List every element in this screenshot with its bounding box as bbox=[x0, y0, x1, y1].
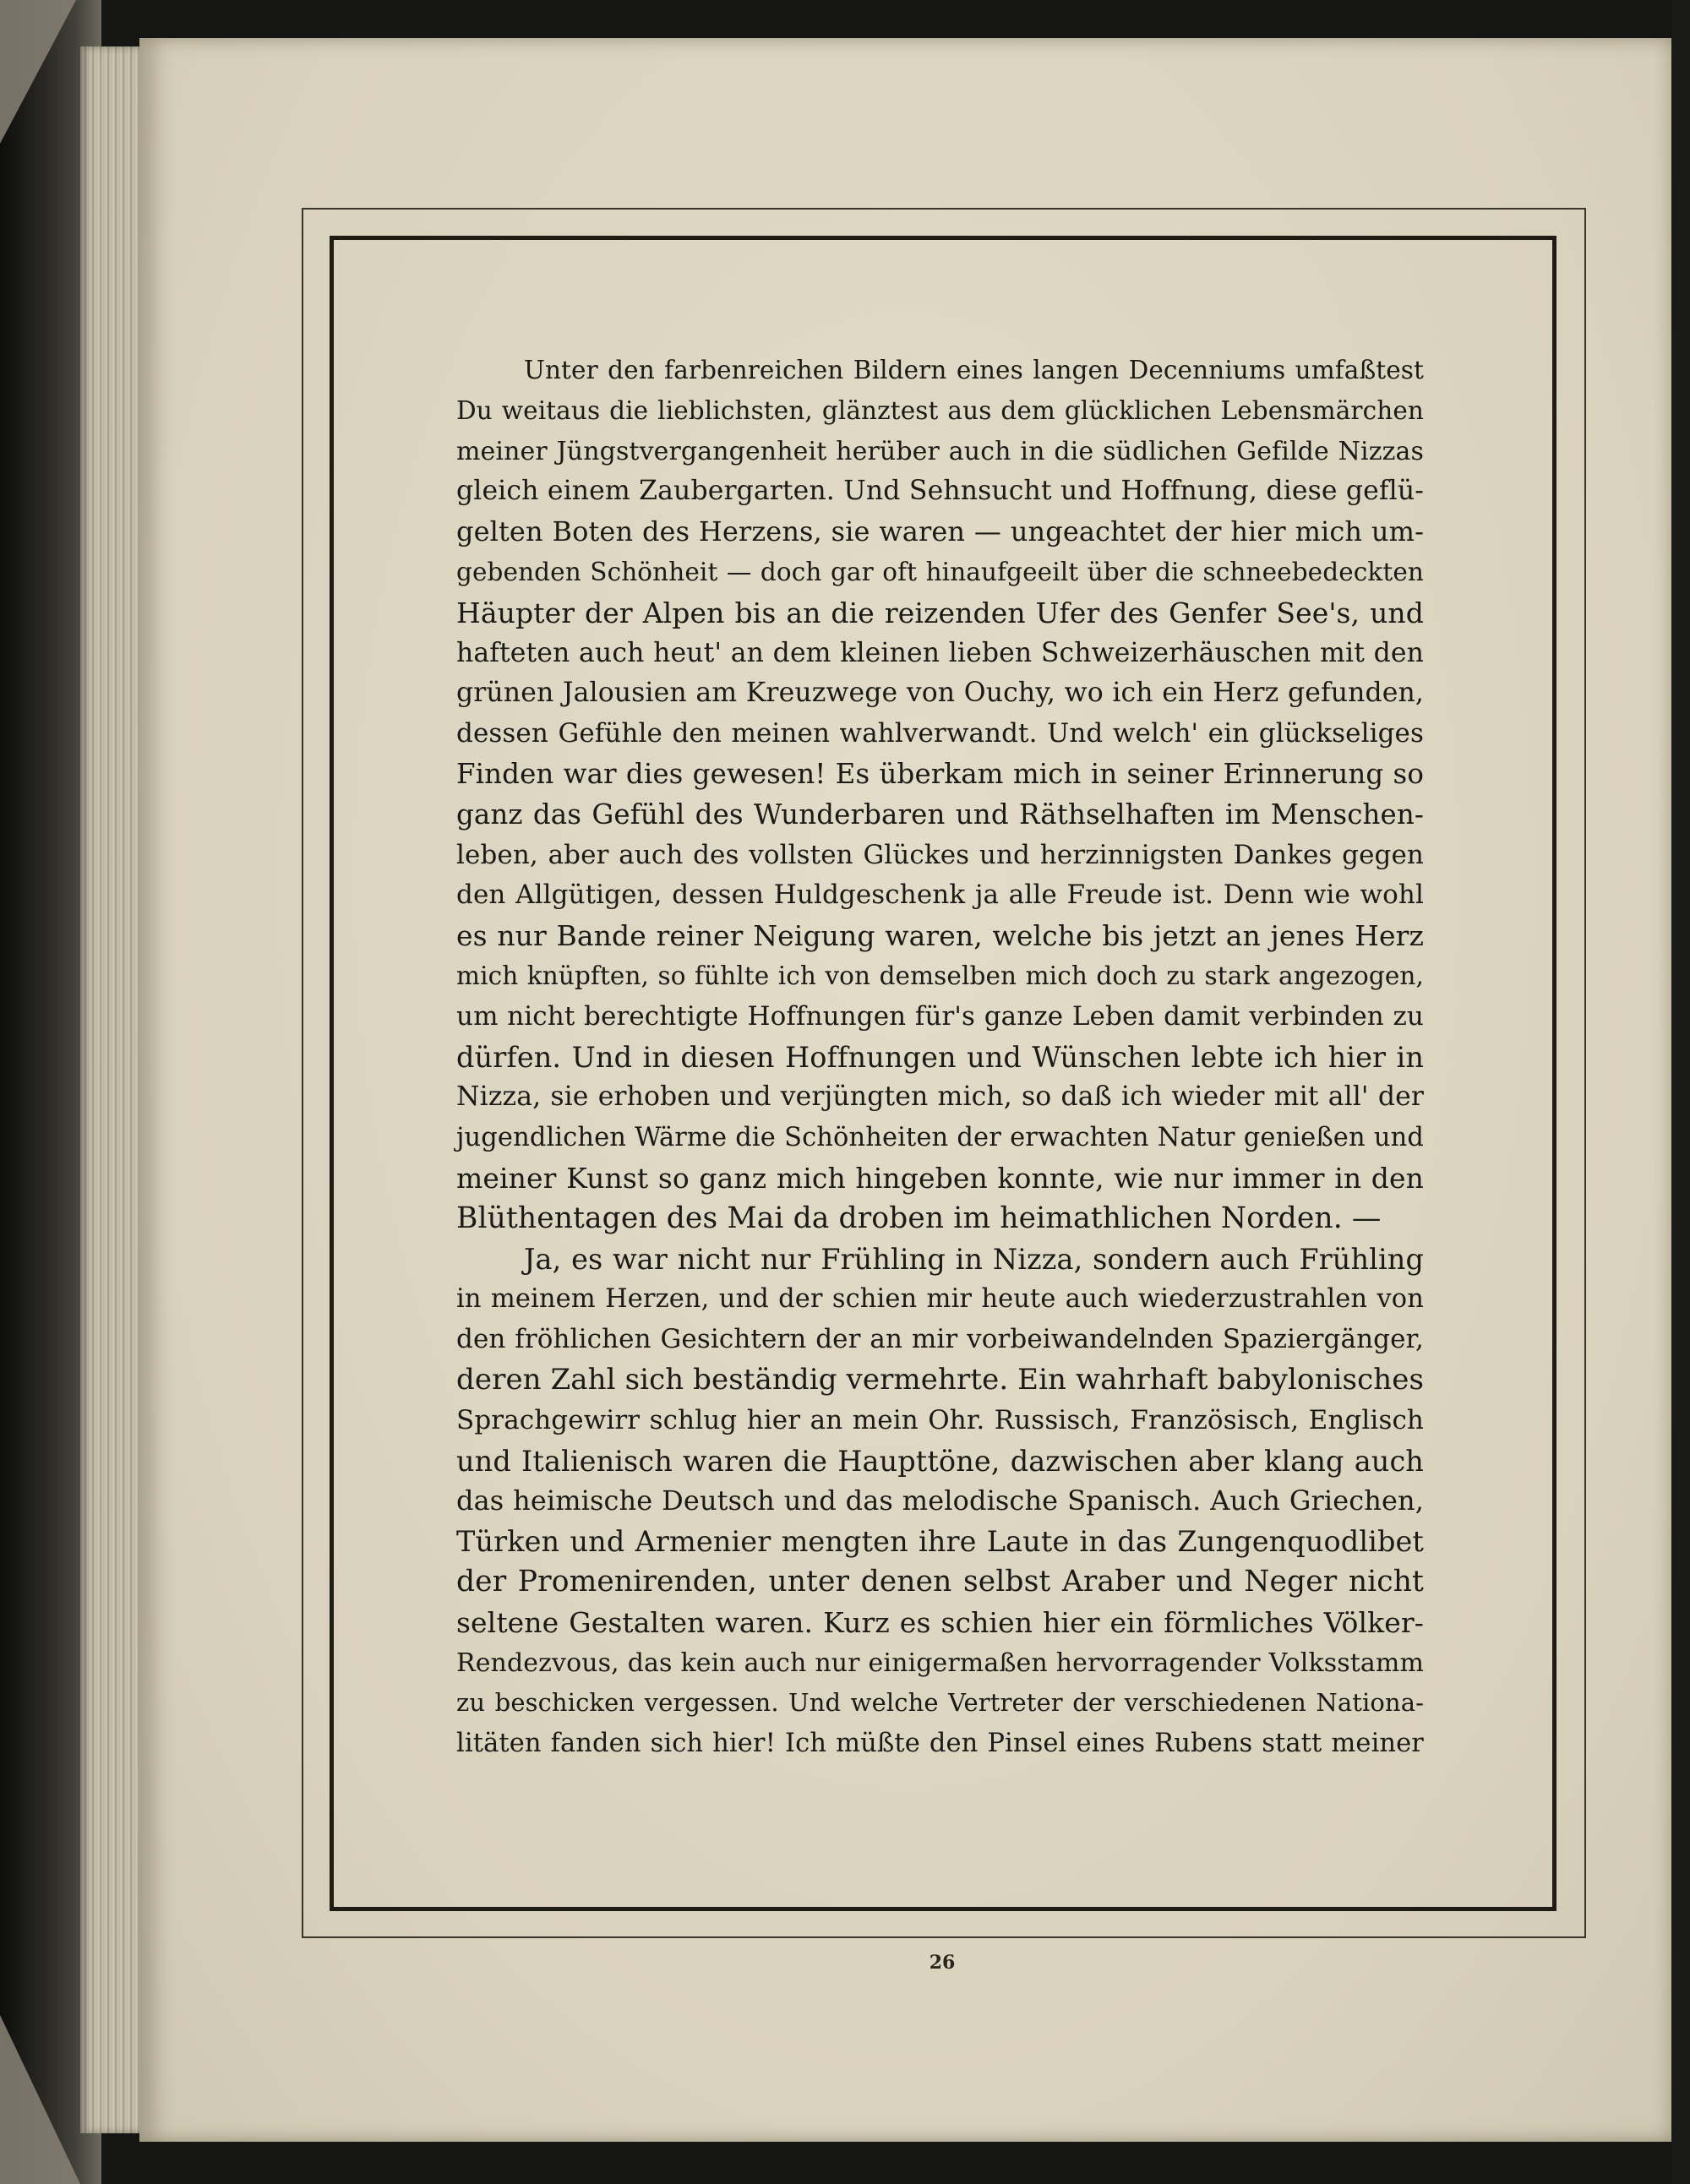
text-line: es nur Bande reiner Neigung waren, welche bis jetzt an jenes Herz bbox=[456, 919, 1424, 953]
book-right-edge bbox=[1671, 0, 1690, 2184]
text-line: den fröhlichen Gesichtern der an mir vorbeiwandelnden Spaziergänger, bbox=[456, 1324, 1424, 1355]
body-text bbox=[456, 351, 1424, 1764]
text-line: grünen Jalousien am Kreuzwege von Ouchy, wo ich ein Herz gefunden, bbox=[456, 678, 1424, 709]
text-line: leben, aber auch des vollsten Glückes und herzinnigsten Dankes gegen bbox=[456, 839, 1424, 870]
text-line: Türken und Armenier mengten ihre Laute in das Zungenquodlibet bbox=[456, 1525, 1424, 1559]
text-line: meiner Jüngstvergangenheit herüber auch in die südlichen Gefilde Nizzas bbox=[456, 436, 1424, 466]
text-line: dessen Gefühle den meinen wahlverwandt. Und welch' ein glückseliges bbox=[456, 718, 1424, 749]
text-line: deren Zahl sich beständig vermehrte. Ein wahrhaft babylonisches bbox=[456, 1362, 1424, 1397]
paragraph bbox=[456, 351, 1424, 1239]
text-line: dürfen. Und in diesen Hoffnungen und Wünschen lebte ich hier in bbox=[456, 1040, 1424, 1074]
text-line: hafteten auch heut' an dem kleinen lieben Schweizerhäuschen mit den bbox=[456, 637, 1424, 668]
text-line: in meinem Herzen, und der schien mir heute auch wiederzustrahlen von bbox=[456, 1284, 1424, 1315]
text-line: Ja, es war nicht nur Frühling in Nizza, sondern auch Frühling bbox=[524, 1242, 1424, 1276]
text-line: Unter den farbenreichen Bildern eines langen Decenniums umfaßtest bbox=[524, 356, 1424, 384]
text-line: den Allgütigen, dessen Huldgeschenk ja alle Freude ist. Denn wie wohl bbox=[456, 880, 1424, 911]
book-corner-top bbox=[0, 0, 76, 144]
text-line: Häupter der Alpen bis an die reizenden Ufer des Genfer See's, und bbox=[456, 596, 1424, 629]
page-stack-edges bbox=[80, 46, 144, 2133]
paragraph bbox=[456, 1239, 1424, 1764]
text-line: seltene Gestalten waren. Kurz es schien hier ein förmliches Völker- bbox=[456, 1605, 1424, 1639]
text-line: Blüthentagen des Mai da droben im heimathlichen Norden. — bbox=[456, 1201, 1382, 1235]
text-line: gebenden Schönheit — doch gar oft hinaufgeeilt über die schneebedeckten bbox=[456, 557, 1424, 586]
text-line: litäten fanden sich hier! Ich müßte den Pinsel eines Rubens statt meiner bbox=[456, 1729, 1424, 1759]
text-line: Sprachgewirr schlug hier an mein Ohr. Russisch, Französisch, Englisch bbox=[456, 1404, 1424, 1435]
text-line: Rendezvous, das kein auch nur einigermaßen hervorragender Volksstamm bbox=[456, 1648, 1424, 1678]
text-line: meiner Kunst so ganz mich hingeben konnte, wie nur immer in den bbox=[456, 1161, 1424, 1195]
text-line: gelten Boten des Herzens, sie waren — ungeachtet der hier mich um- bbox=[456, 515, 1424, 548]
text-line: das heimische Deutsch und das melodische Spanisch. Auch Griechen, bbox=[456, 1484, 1424, 1517]
text-line: zu beschicken vergessen. Und welche Vertreter der verschiedenen Nationa- bbox=[456, 1688, 1424, 1718]
text-line: Du weitaus die lieblichsten, glänztest aus dem glücklichen Lebensmärchen bbox=[456, 395, 1424, 425]
text-line: und Italienisch waren die Haupttöne, dazwischen aber klang auch bbox=[456, 1444, 1424, 1478]
text-line: Finden war dies gewesen! Es überkam mich in seiner Erinnerung so bbox=[456, 757, 1424, 790]
text-line: Nizza, sie erhoben und verjüngten mich, so daß ich wieder mit all' der bbox=[456, 1081, 1424, 1113]
text-line: der Promenirenden, unter denen selbst Araber und Neger nicht bbox=[456, 1564, 1424, 1599]
text-line: ganz das Gefühl des Wunderbaren und Räthselhaften im Menschen- bbox=[456, 798, 1424, 831]
text-line: um nicht berechtigte Hoffnungen für's ganze Leben damit verbinden zu bbox=[456, 1000, 1424, 1032]
book-corner-bottom bbox=[0, 2015, 80, 2184]
text-line: mich knüpften, so fühlte ich von demselben mich doch zu stark angezogen, bbox=[456, 961, 1424, 990]
text-line: gleich einem Zaubergarten. Und Sehnsucht und Hoffnung, diese geflü- bbox=[456, 476, 1424, 507]
text-line: jugendlichen Wärme die Schönheiten der erwachten Natur genießen und bbox=[456, 1123, 1424, 1153]
page-number: 26 bbox=[929, 1952, 956, 1974]
